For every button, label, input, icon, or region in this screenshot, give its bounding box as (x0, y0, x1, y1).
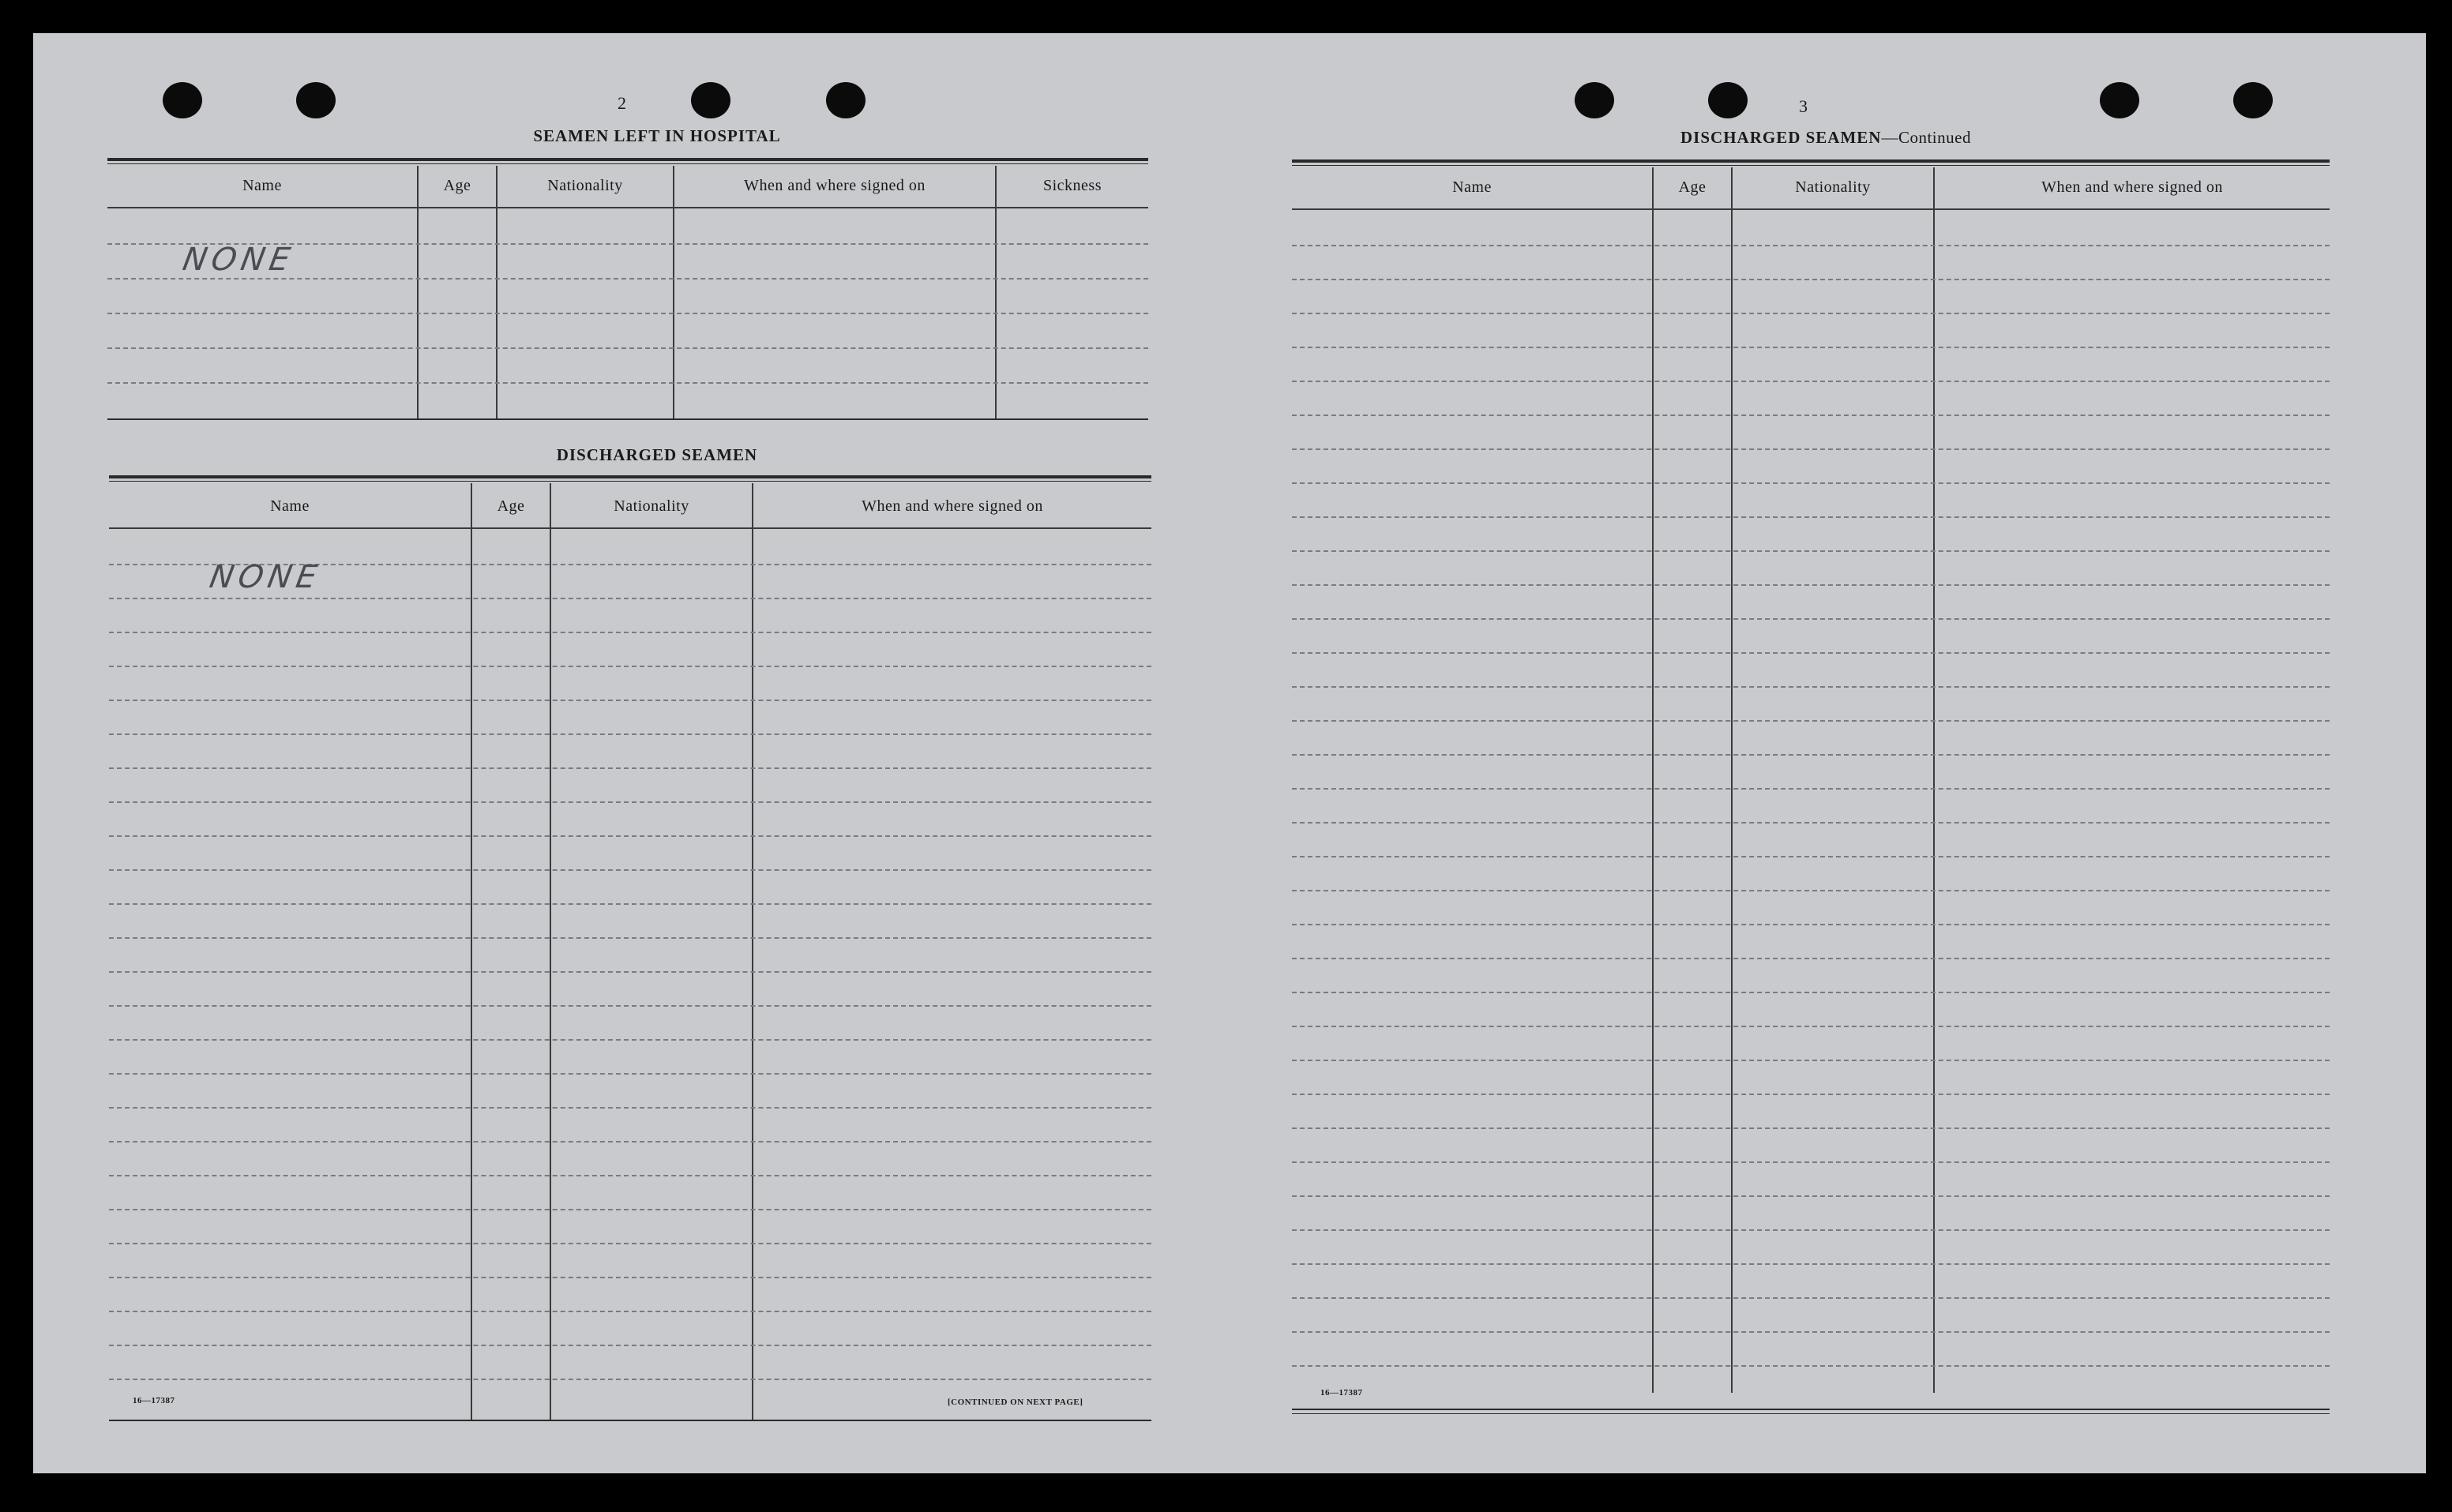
col-header-name: Name (270, 497, 310, 515)
form-sheet (33, 33, 2426, 1473)
table-row (109, 1107, 1151, 1109)
punch-hole (1708, 82, 1748, 118)
col-header-nationality: Nationality (614, 497, 689, 515)
table-row (1292, 381, 2330, 382)
table-row (109, 1141, 1151, 1142)
table-row (1292, 482, 2330, 484)
table-row (107, 382, 1148, 384)
table-row (1292, 550, 2330, 552)
table-row (1292, 1229, 2330, 1231)
table-row (109, 1345, 1151, 1346)
table-row (109, 1039, 1151, 1041)
punch-hole (163, 82, 202, 118)
table-row (1292, 279, 2330, 280)
table-row (109, 903, 1151, 905)
table-row (1292, 1094, 2330, 1095)
table-row (109, 835, 1151, 837)
table-row (1292, 686, 2330, 688)
table-row (1292, 1297, 2330, 1299)
col-header-when-where: When and where signed on (2041, 178, 2223, 196)
table-row (107, 347, 1148, 349)
table-row (1292, 890, 2330, 891)
table-row (1292, 313, 2330, 314)
discharged-continued-title-main: DISCHARGED SEAMEN (1680, 128, 1882, 147)
punch-hole (2100, 82, 2139, 118)
table-row (109, 1073, 1151, 1075)
table-row (1292, 245, 2330, 246)
handwritten-entry: NONE (179, 242, 298, 278)
table-row (1292, 788, 2330, 790)
discharged-table-left (109, 475, 1151, 1424)
table-row (1292, 1331, 2330, 1333)
punch-hole (691, 82, 730, 118)
table-row (1292, 584, 2330, 586)
table-row (109, 666, 1151, 667)
table-row (109, 632, 1151, 633)
hospital-table (107, 158, 1148, 461)
table-row (1292, 822, 2330, 824)
table-row (109, 869, 1151, 871)
table-row (1292, 415, 2330, 416)
col-header-nationality: Nationality (1795, 178, 1871, 196)
table-row (109, 1379, 1151, 1380)
table-row (1292, 958, 2330, 959)
table-row (1292, 516, 2330, 518)
discharged-section-title: DISCHARGED SEAMEN (556, 445, 758, 464)
punch-hole (296, 82, 336, 118)
table-row (109, 971, 1151, 973)
table-row (109, 767, 1151, 769)
table-row (109, 1175, 1151, 1176)
col-header-when-where: When and where signed on (862, 497, 1043, 515)
page-number-right: 3 (1799, 96, 1808, 116)
discharged-continued-title-suffix: —Continued (1881, 128, 1971, 147)
col-header-name: Name (242, 177, 282, 194)
table-row (1292, 1026, 2330, 1027)
table-row (1292, 754, 2330, 756)
table-row (1292, 856, 2330, 857)
table-row (109, 1277, 1151, 1278)
form-number-left: 16—17387 (133, 1396, 175, 1405)
table-row (109, 733, 1151, 735)
table-row (1292, 924, 2330, 925)
table-row (109, 598, 1151, 599)
punch-hole (1575, 82, 1614, 118)
discharged-table-right (1292, 159, 2330, 1416)
page-number-left: 2 (618, 93, 626, 113)
table-row (1292, 1127, 2330, 1129)
table-row (1292, 618, 2330, 620)
table-row (109, 1311, 1151, 1312)
col-header-when-where: When and where signed on (744, 177, 926, 194)
col-header-sickness: Sickness (1043, 177, 1102, 194)
table-row (109, 700, 1151, 701)
table-row (107, 278, 1148, 280)
table-row (1292, 448, 2330, 450)
punch-hole (826, 82, 866, 118)
discharged-continued-title (1589, 128, 2063, 148)
table-row (109, 1243, 1151, 1244)
handwritten-entry: NONE (206, 559, 325, 595)
col-header-age: Age (1678, 178, 1707, 196)
table-row (1292, 1195, 2330, 1197)
table-row (1292, 347, 2330, 348)
table-row (1292, 992, 2330, 993)
table-row (1292, 1365, 2330, 1367)
table-row (1292, 652, 2330, 654)
table-row (1292, 720, 2330, 722)
col-header-age: Age (443, 177, 471, 194)
table-row (107, 313, 1148, 314)
col-header-name: Name (1452, 178, 1492, 196)
hospital-section-title: SEAMEN LEFT IN HOSPITAL (533, 126, 781, 145)
table-row (109, 1209, 1151, 1210)
table-row (1292, 1060, 2330, 1061)
table-row (109, 801, 1151, 803)
col-header-nationality: Nationality (547, 177, 623, 194)
table-row (109, 1005, 1151, 1007)
table-row (109, 937, 1151, 939)
col-header-age: Age (497, 497, 525, 515)
continued-note: [CONTINUED ON NEXT PAGE] (948, 1398, 1083, 1407)
form-number-right: 16—17387 (1320, 1388, 1363, 1398)
table-row (1292, 1263, 2330, 1265)
punch-hole (2233, 82, 2273, 118)
table-row (1292, 1161, 2330, 1163)
